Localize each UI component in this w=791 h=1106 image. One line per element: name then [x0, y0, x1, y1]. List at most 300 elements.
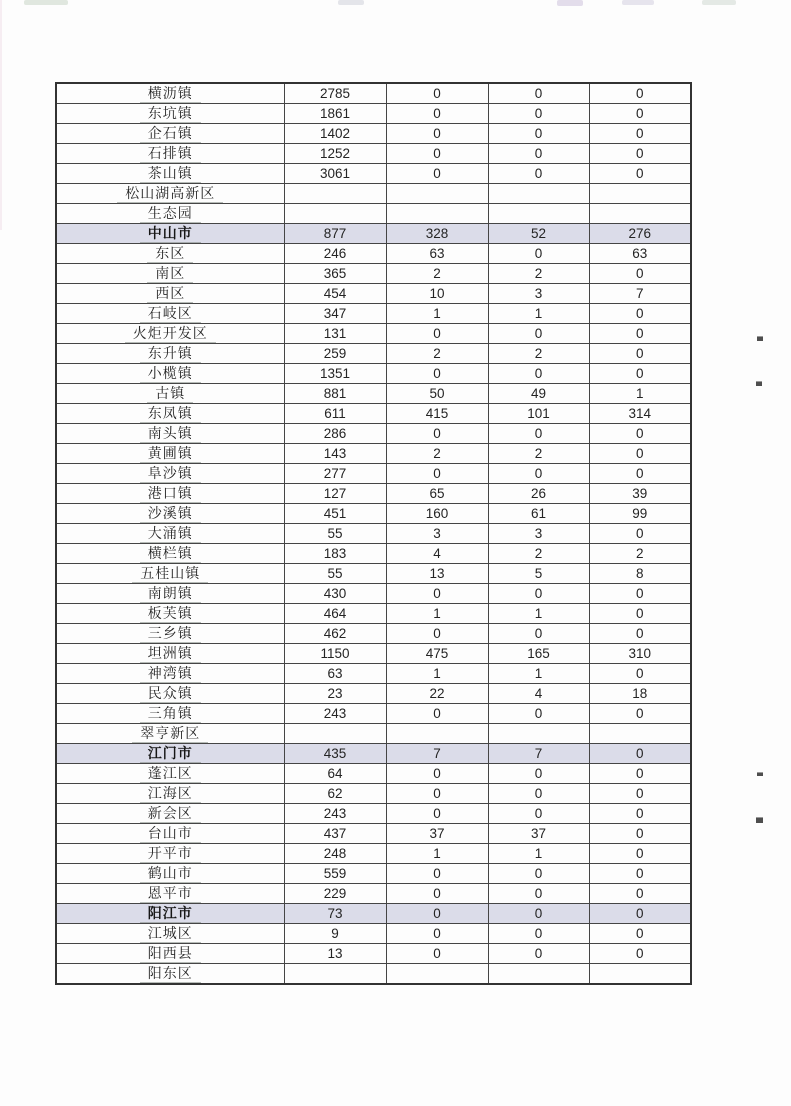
- value-cell: 243: [284, 804, 386, 824]
- value-cell: 0: [589, 944, 691, 964]
- region-name-cell: [56, 664, 284, 684]
- value-cell: 451: [284, 504, 386, 524]
- value-cell: [488, 724, 589, 744]
- value-cell: 4: [386, 544, 488, 564]
- value-cell: 0: [589, 364, 691, 384]
- table-row: [56, 864, 691, 884]
- value-cell: 0: [488, 424, 589, 444]
- value-cell: 99: [589, 504, 691, 524]
- value-cell: 0: [589, 924, 691, 944]
- region-name: 东坑镇: [140, 105, 201, 123]
- table-row: [56, 604, 691, 624]
- value-cell: 1402: [284, 124, 386, 144]
- value-cell: 18: [589, 684, 691, 704]
- value-cell: 0: [589, 124, 691, 144]
- value-cell: 0: [589, 764, 691, 784]
- city-summary-row: [56, 744, 691, 764]
- value-cell: 286: [284, 424, 386, 444]
- scan-smudge: [622, 0, 654, 5]
- table-row: [56, 284, 691, 304]
- table-row: [56, 584, 691, 604]
- value-cell: 0: [589, 884, 691, 904]
- value-cell: 10: [386, 284, 488, 304]
- region-name: 南头镇: [140, 425, 201, 443]
- scan-smudge: [338, 0, 364, 5]
- value-cell: 160: [386, 504, 488, 524]
- table-row: [56, 464, 691, 484]
- value-cell: [589, 184, 691, 204]
- value-cell: [589, 724, 691, 744]
- value-cell: 243: [284, 704, 386, 724]
- region-name-cell: [56, 804, 284, 824]
- region-name: 火炬开发区: [125, 325, 216, 343]
- value-cell: 0: [589, 524, 691, 544]
- value-cell: 259: [284, 344, 386, 364]
- value-cell: 63: [284, 664, 386, 684]
- region-name: 茶山镇: [140, 165, 201, 183]
- value-cell: 143: [284, 444, 386, 464]
- region-name-cell: [56, 844, 284, 864]
- region-name-cell: [56, 464, 284, 484]
- region-name-cell: [56, 124, 284, 144]
- region-name-cell: [56, 424, 284, 444]
- region-name-cell: [56, 904, 284, 924]
- region-name: 南区: [147, 265, 193, 283]
- region-name-cell: [56, 364, 284, 384]
- region-name-cell: [56, 204, 284, 224]
- value-cell: 9: [284, 924, 386, 944]
- table-row: [56, 164, 691, 184]
- region-name: 江门市: [140, 745, 201, 763]
- value-cell: 0: [386, 83, 488, 104]
- region-name-cell: [56, 384, 284, 404]
- value-cell: 0: [488, 924, 589, 944]
- region-name: 横沥镇: [140, 85, 201, 103]
- value-cell: 0: [386, 944, 488, 964]
- value-cell: 0: [589, 604, 691, 624]
- value-cell: 0: [488, 124, 589, 144]
- value-cell: 0: [488, 584, 589, 604]
- value-cell: 0: [488, 764, 589, 784]
- value-cell: 0: [488, 324, 589, 344]
- value-cell: [386, 204, 488, 224]
- region-name: 民众镇: [140, 685, 201, 703]
- value-cell: 0: [589, 304, 691, 324]
- table-row: [56, 684, 691, 704]
- value-cell: 131: [284, 324, 386, 344]
- table-row: [56, 384, 691, 404]
- table-row: [56, 724, 691, 744]
- region-name: 横栏镇: [140, 545, 201, 563]
- value-cell: 1: [488, 604, 589, 624]
- value-cell: 229: [284, 884, 386, 904]
- region-name: 小榄镇: [140, 365, 201, 383]
- region-name: 大涌镇: [140, 525, 201, 543]
- value-cell: 63: [386, 244, 488, 264]
- value-cell: 7: [488, 744, 589, 764]
- value-cell: 0: [488, 464, 589, 484]
- value-cell: 1150: [284, 644, 386, 664]
- value-cell: [488, 204, 589, 224]
- value-cell: 0: [589, 464, 691, 484]
- region-name-cell: [56, 104, 284, 124]
- table-row: [56, 264, 691, 284]
- region-name-cell: [56, 704, 284, 724]
- value-cell: 55: [284, 524, 386, 544]
- value-cell: 7: [386, 744, 488, 764]
- region-name-cell: [56, 244, 284, 264]
- value-cell: 52: [488, 224, 589, 244]
- value-cell: 276: [589, 224, 691, 244]
- value-cell: 64: [284, 764, 386, 784]
- value-cell: 0: [386, 764, 488, 784]
- table-row: [56, 124, 691, 144]
- value-cell: 0: [488, 164, 589, 184]
- value-cell: 611: [284, 404, 386, 424]
- region-name: 东升镇: [140, 345, 201, 363]
- value-cell: 310: [589, 644, 691, 664]
- scan-smudge: [24, 0, 68, 5]
- value-cell: 454: [284, 284, 386, 304]
- region-name: 松山湖高新区: [117, 185, 223, 203]
- table-row: [56, 504, 691, 524]
- value-cell: 22: [386, 684, 488, 704]
- region-name: 坦洲镇: [140, 645, 201, 663]
- region-name: 三乡镇: [140, 625, 201, 643]
- region-name: 江海区: [140, 785, 201, 803]
- region-name-cell: [56, 284, 284, 304]
- value-cell: 0: [589, 744, 691, 764]
- value-cell: 0: [386, 364, 488, 384]
- value-cell: 37: [386, 824, 488, 844]
- value-cell: 0: [386, 924, 488, 944]
- value-cell: 0: [589, 444, 691, 464]
- region-name-cell: [56, 304, 284, 324]
- value-cell: 0: [589, 424, 691, 444]
- value-cell: 7: [589, 284, 691, 304]
- value-cell: 248: [284, 844, 386, 864]
- table-row: [56, 204, 691, 224]
- table-row: [56, 104, 691, 124]
- table-row: [56, 844, 691, 864]
- region-name: 翠亨新区: [132, 725, 208, 743]
- region-name: 东区: [147, 245, 193, 263]
- value-cell: 0: [488, 884, 589, 904]
- value-cell: 0: [589, 864, 691, 884]
- region-name: 沙溪镇: [140, 505, 201, 523]
- region-name-cell: [56, 584, 284, 604]
- region-name-cell: [56, 344, 284, 364]
- value-cell: 1: [488, 304, 589, 324]
- value-cell: 5: [488, 564, 589, 584]
- region-name: 鹤山市: [140, 865, 201, 883]
- table-row: [56, 804, 691, 824]
- table-row: [56, 244, 691, 264]
- value-cell: 0: [488, 904, 589, 924]
- value-cell: 127: [284, 484, 386, 504]
- value-cell: 3: [386, 524, 488, 544]
- value-cell: 49: [488, 384, 589, 404]
- region-name: 阳东区: [140, 965, 201, 983]
- region-name: 西区: [147, 285, 193, 303]
- region-name: 江城区: [140, 925, 201, 943]
- value-cell: 314: [589, 404, 691, 424]
- region-name-cell: [56, 324, 284, 344]
- value-cell: 277: [284, 464, 386, 484]
- region-name: 东凤镇: [140, 405, 201, 423]
- value-cell: 0: [386, 784, 488, 804]
- region-name-cell: [56, 924, 284, 944]
- value-cell: 65: [386, 484, 488, 504]
- value-cell: 101: [488, 404, 589, 424]
- table-row: [56, 364, 691, 384]
- value-cell: 0: [589, 264, 691, 284]
- value-cell: 0: [386, 124, 488, 144]
- region-name-cell: [56, 144, 284, 164]
- value-cell: 0: [488, 104, 589, 124]
- value-cell: 559: [284, 864, 386, 884]
- value-cell: 0: [589, 624, 691, 644]
- region-name-cell: [56, 684, 284, 704]
- region-name-cell: [56, 864, 284, 884]
- value-cell: 0: [488, 144, 589, 164]
- region-name-cell: [56, 264, 284, 284]
- value-cell: 0: [589, 784, 691, 804]
- region-name: 古镇: [147, 385, 193, 403]
- value-cell: 0: [589, 824, 691, 844]
- value-cell: 1351: [284, 364, 386, 384]
- table-row: [56, 564, 691, 584]
- value-cell: 73: [284, 904, 386, 924]
- region-name: 石排镇: [140, 145, 201, 163]
- region-name-cell: [56, 784, 284, 804]
- value-cell: 0: [488, 704, 589, 724]
- value-cell: 13: [284, 944, 386, 964]
- value-cell: 61: [488, 504, 589, 524]
- table-row: [56, 144, 691, 164]
- value-cell: 62: [284, 784, 386, 804]
- value-cell: [488, 964, 589, 985]
- value-cell: 881: [284, 384, 386, 404]
- value-cell: 0: [386, 164, 488, 184]
- value-cell: 0: [589, 144, 691, 164]
- table-row: [56, 544, 691, 564]
- table-row: [56, 704, 691, 724]
- region-name-cell: [56, 624, 284, 644]
- value-cell: [386, 964, 488, 985]
- region-name: 南朗镇: [140, 585, 201, 603]
- table-row: [56, 83, 691, 104]
- value-cell: 3: [488, 284, 589, 304]
- table-row: [56, 524, 691, 544]
- value-cell: 0: [589, 664, 691, 684]
- value-cell: 55: [284, 564, 386, 584]
- value-cell: 0: [488, 364, 589, 384]
- region-name: 开平市: [140, 845, 201, 863]
- region-name-cell: [56, 744, 284, 764]
- value-cell: 3061: [284, 164, 386, 184]
- scan-smudge: [702, 0, 736, 5]
- value-cell: 328: [386, 224, 488, 244]
- value-cell: 0: [386, 884, 488, 904]
- value-cell: 462: [284, 624, 386, 644]
- region-name-cell: [56, 504, 284, 524]
- value-cell: 0: [488, 944, 589, 964]
- value-cell: 365: [284, 264, 386, 284]
- value-cell: 26: [488, 484, 589, 504]
- region-name: 五桂山镇: [132, 565, 208, 583]
- region-name-cell: [56, 83, 284, 104]
- value-cell: 1: [386, 304, 488, 324]
- region-name-cell: [56, 944, 284, 964]
- region-name: 阳西县: [140, 945, 201, 963]
- region-name-cell: [56, 604, 284, 624]
- value-cell: 0: [589, 104, 691, 124]
- region-name: 板芙镇: [140, 605, 201, 623]
- value-cell: 0: [488, 83, 589, 104]
- value-cell: 8: [589, 564, 691, 584]
- value-cell: 877: [284, 224, 386, 244]
- value-cell: 1: [386, 844, 488, 864]
- value-cell: 437: [284, 824, 386, 844]
- value-cell: [589, 204, 691, 224]
- value-cell: [589, 964, 691, 985]
- value-cell: [386, 184, 488, 204]
- table-row: [56, 884, 691, 904]
- region-name-cell: [56, 404, 284, 424]
- city-summary-row: [56, 904, 691, 924]
- value-cell: 430: [284, 584, 386, 604]
- value-cell: 0: [386, 324, 488, 344]
- region-name: 黄圃镇: [140, 445, 201, 463]
- table-row: [56, 764, 691, 784]
- region-name-cell: [56, 544, 284, 564]
- value-cell: 39: [589, 484, 691, 504]
- value-cell: 0: [488, 624, 589, 644]
- value-cell: 0: [386, 624, 488, 644]
- table-row: [56, 304, 691, 324]
- table-row: [56, 344, 691, 364]
- value-cell: 2: [488, 444, 589, 464]
- value-cell: 415: [386, 404, 488, 424]
- region-name-cell: [56, 564, 284, 584]
- table-row: [56, 424, 691, 444]
- value-cell: 37: [488, 824, 589, 844]
- value-cell: 0: [386, 464, 488, 484]
- table-row: [56, 644, 691, 664]
- region-name-cell: [56, 444, 284, 464]
- value-cell: 1: [589, 384, 691, 404]
- value-cell: 464: [284, 604, 386, 624]
- value-cell: 2: [386, 344, 488, 364]
- region-name: 神湾镇: [140, 665, 201, 683]
- value-cell: 0: [488, 864, 589, 884]
- region-name: 港口镇: [140, 485, 201, 503]
- value-cell: 0: [386, 584, 488, 604]
- region-name: 石岐区: [140, 305, 201, 323]
- value-cell: 2: [386, 444, 488, 464]
- region-name-cell: [56, 764, 284, 784]
- value-cell: 1252: [284, 144, 386, 164]
- value-cell: 0: [589, 804, 691, 824]
- value-cell: 1861: [284, 104, 386, 124]
- value-cell: 2: [589, 544, 691, 564]
- value-cell: [284, 204, 386, 224]
- value-cell: 246: [284, 244, 386, 264]
- value-cell: 0: [488, 784, 589, 804]
- value-cell: 0: [589, 324, 691, 344]
- value-cell: 23: [284, 684, 386, 704]
- value-cell: 0: [589, 844, 691, 864]
- region-name-cell: [56, 964, 284, 985]
- table-row: [56, 924, 691, 944]
- value-cell: 1: [488, 844, 589, 864]
- region-name-cell: [56, 224, 284, 244]
- region-name: 新会区: [140, 805, 201, 823]
- table-row: [56, 444, 691, 464]
- table-row: [56, 664, 691, 684]
- region-name: 三角镇: [140, 705, 201, 723]
- value-cell: 0: [386, 864, 488, 884]
- value-cell: 50: [386, 384, 488, 404]
- value-cell: 2: [488, 344, 589, 364]
- scan-edge-artifact: [0, 0, 2, 230]
- value-cell: 347: [284, 304, 386, 324]
- scan-speck: [756, 381, 762, 386]
- value-cell: 1: [488, 664, 589, 684]
- region-name-cell: [56, 644, 284, 664]
- value-cell: 1: [386, 664, 488, 684]
- table-body: [56, 83, 691, 984]
- city-summary-row: [56, 224, 691, 244]
- value-cell: 2: [488, 264, 589, 284]
- region-name: 台山市: [140, 825, 201, 843]
- region-name-cell: [56, 184, 284, 204]
- value-cell: [488, 184, 589, 204]
- value-cell: 0: [386, 804, 488, 824]
- table-row: [56, 184, 691, 204]
- value-cell: 2: [386, 264, 488, 284]
- region-name: 恩平市: [140, 885, 201, 903]
- region-name-cell: [56, 724, 284, 744]
- table-row: [56, 784, 691, 804]
- value-cell: 2: [488, 544, 589, 564]
- region-name: 阜沙镇: [140, 465, 201, 483]
- value-cell: [284, 724, 386, 744]
- value-cell: 0: [488, 244, 589, 264]
- region-name: 生态园: [140, 205, 201, 223]
- value-cell: 1: [386, 604, 488, 624]
- value-cell: 0: [589, 164, 691, 184]
- value-cell: 0: [488, 804, 589, 824]
- value-cell: 165: [488, 644, 589, 664]
- region-name-cell: [56, 524, 284, 544]
- value-cell: [386, 724, 488, 744]
- table-row: [56, 624, 691, 644]
- value-cell: 3: [488, 524, 589, 544]
- value-cell: 0: [386, 144, 488, 164]
- value-cell: 0: [589, 344, 691, 364]
- table-row: [56, 484, 691, 504]
- table-row: [56, 964, 691, 985]
- value-cell: 2785: [284, 83, 386, 104]
- table-row: [56, 824, 691, 844]
- scan-smudge: [557, 0, 583, 6]
- value-cell: [284, 184, 386, 204]
- value-cell: 0: [386, 104, 488, 124]
- value-cell: 0: [589, 704, 691, 724]
- value-cell: 13: [386, 564, 488, 584]
